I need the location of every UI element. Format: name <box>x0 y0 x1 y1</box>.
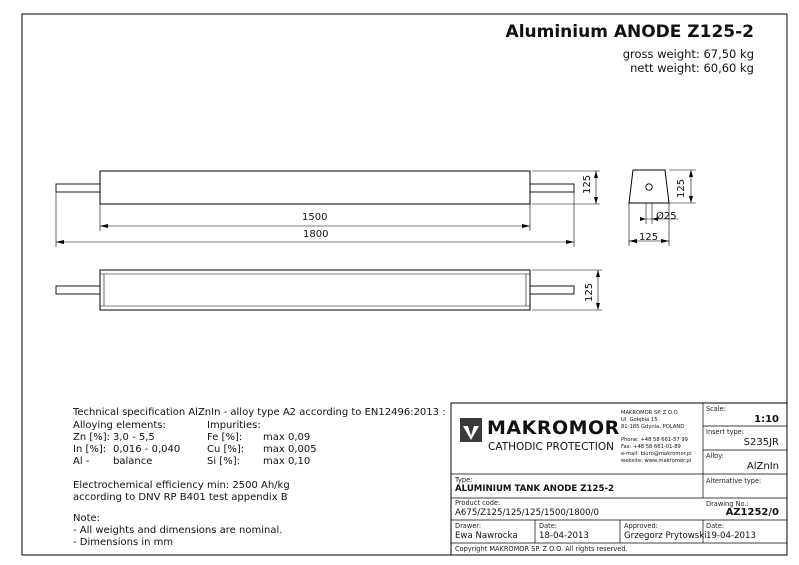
drawing-title: Aluminium ANODE Z125-2 <box>505 22 754 42</box>
insert-type-value: S235JR <box>743 437 779 448</box>
dimension-label-1500: 1500 <box>302 212 328 223</box>
dimension-label-section-width: 125 <box>639 232 659 243</box>
alloy-element: In [%]: <box>73 444 107 455</box>
company-city: 81-185 Gdynia, POLAND <box>621 424 685 430</box>
insert-type-label: Insert type: <box>706 428 744 436</box>
date-drawn-value: 18-04-2013 <box>539 531 589 541</box>
alloy-value: 0,016 - 0,040 <box>113 444 181 455</box>
approved-value: Grzegorz Prytowski <box>624 531 707 541</box>
anode-section-view <box>629 170 669 203</box>
note-line-1: - All weights and dimensions are nominal. <box>73 525 283 536</box>
spec-heading: Technical specification AlZnIn - alloy type A2 according to EN12496:2013 : <box>73 407 446 418</box>
alloying-label: Alloying elements: <box>73 420 166 431</box>
dimension-label-section-height: 125 <box>676 178 687 198</box>
impurity-value: max 0,10 <box>263 456 311 467</box>
date-approved-value: 19-04-2013 <box>706 531 756 541</box>
alloy-value: AlZnIn <box>746 461 779 472</box>
logo-subtitle: CATHODIC PROTECTION <box>488 441 615 453</box>
dimension-label-height-top: 125 <box>582 174 593 194</box>
type-value: ALUMINIUM TANK ANODE Z125-2 <box>455 484 615 494</box>
impurity-element: Si [%]: <box>207 456 240 467</box>
alloy-element: Al - <box>73 456 90 467</box>
dimension-label-hole-diameter: Ø25 <box>656 211 677 222</box>
product-code-label: Product code: <box>455 499 501 507</box>
date-drawn-label: Date: <box>539 522 557 530</box>
alloy-value: balance <box>113 456 153 467</box>
company-street: Ul. Gołębia 15 <box>621 417 658 423</box>
efficiency-line-1: Electrochemical efficiency min: 2500 Ah/kg <box>73 480 290 491</box>
drawing-number-value: AZ1252/0 <box>725 507 779 518</box>
date-approved-label: Date: <box>706 522 724 530</box>
approved-label: Approved: <box>624 522 658 530</box>
company-phone: Phone: +48 58 661-57 99 <box>621 437 688 443</box>
scale-value: 1:10 <box>754 414 779 425</box>
note-heading: Note: <box>73 513 101 524</box>
company-name: MAKROMOR SP. Z O.O. <box>621 410 680 416</box>
impurity-value: max 0,09 <box>263 432 311 443</box>
note-line-2: - Dimensions in mm <box>73 537 174 548</box>
logo-text: MAKROMOR <box>487 417 620 439</box>
company-email: e-mail: biuro@makromor.pl <box>621 451 692 457</box>
product-code-value: A675/Z125/125/125/1500/1800/0 <box>455 508 599 518</box>
drawer-label: Drawer: <box>455 522 482 530</box>
company-fax: Fax: +48 58 661-01-89 <box>621 444 681 450</box>
impurities-label: Impurities: <box>207 420 261 431</box>
company-website: website: www.makromor.pl <box>621 458 692 464</box>
scale-label: Scale: <box>706 405 726 413</box>
alloy-label: Alloy: <box>706 452 724 460</box>
makromor-logo-icon <box>460 418 482 442</box>
nett-weight: nett weight: 60,60 kg <box>630 61 754 75</box>
impurity-value: max 0,005 <box>263 444 317 455</box>
type-label: Type: <box>455 476 473 484</box>
alloy-element: Zn [%]: <box>73 432 111 443</box>
dimension-label-1800: 1800 <box>303 229 329 240</box>
drawing-number-label: Drawing No.: <box>706 500 749 508</box>
anode-top-view <box>56 171 574 204</box>
efficiency-line-2: according to DNV RP B401 test appendix B <box>73 492 288 503</box>
impurity-element: Fe [%]: <box>207 432 243 443</box>
impurity-element: Cu [%]: <box>207 444 245 455</box>
anode-side-view <box>56 270 574 310</box>
gross-weight: gross weight: 67,50 kg <box>622 47 754 61</box>
alloy-value: 3,0 - 5,5 <box>113 432 155 443</box>
dimension-label-height-side: 125 <box>584 282 595 302</box>
copyright: Copyright MAKROMOR SP. Z O.O. All rights reserved. <box>455 545 628 553</box>
alternative-type-label: Alternative type: <box>706 477 762 485</box>
drawer-value: Ewa Nawrocka <box>455 531 518 541</box>
